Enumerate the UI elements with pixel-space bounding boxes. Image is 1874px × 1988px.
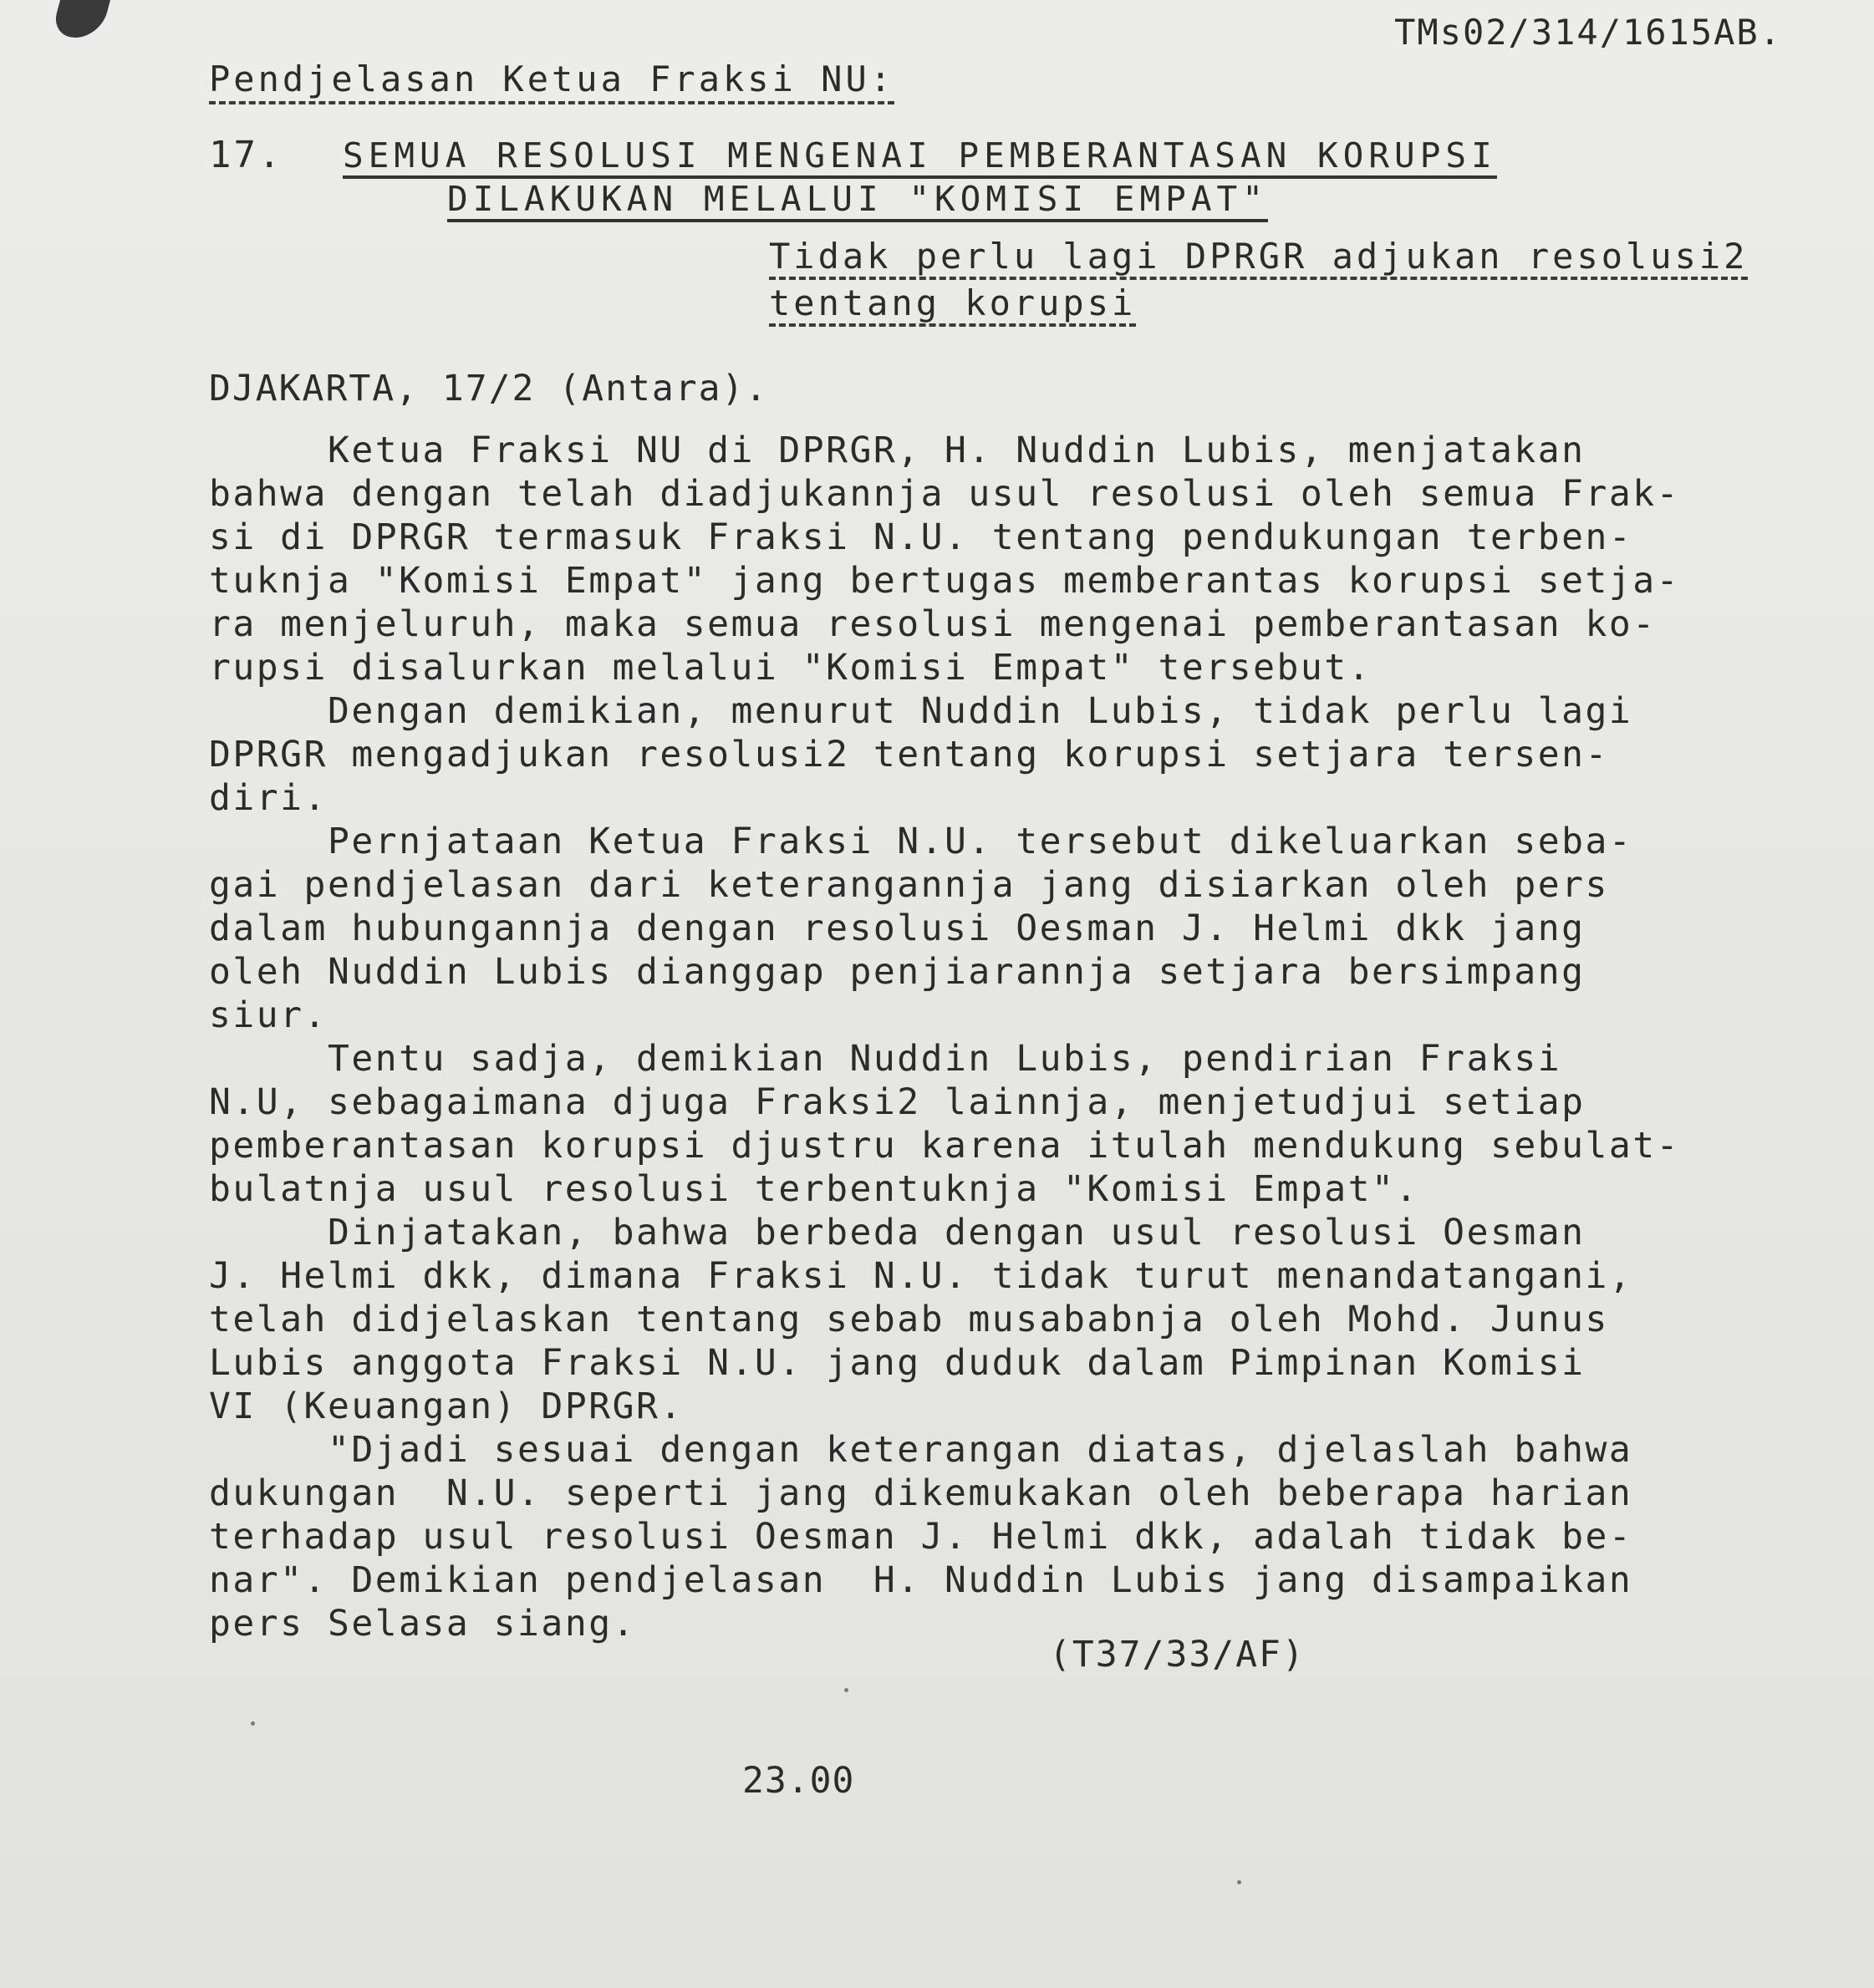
body-line: Tentu sadja, demikian Nuddin Lubis, pendirian Fraksi xyxy=(209,1038,1562,1080)
body-line: nar". Demikian pendjelasan H. Nuddin Lubis jang disampaikan xyxy=(209,1559,1633,1601)
body-line: VI (Keuangan) DPRGR. xyxy=(209,1385,684,1427)
body-line: telah didjelaskan tentang sebab musababnja oleh Mohd. Junus xyxy=(209,1299,1609,1340)
body-line: diri. xyxy=(209,777,328,819)
body-line: tuknja "Komisi Empat" jang bertugas memberantas korupsi setja- xyxy=(209,560,1681,602)
article-title-line-2: DILAKUKAN MELALUI "KOMISI EMPAT" xyxy=(447,179,1268,222)
signoff-code: (T37/33/AF) xyxy=(1049,1634,1306,1675)
body-line: "Djadi sesuai dengan keterangan diatas, djelaslah bahwa xyxy=(209,1429,1633,1471)
reference-code: TMs02/314/1615AB. xyxy=(1394,12,1782,53)
body-line: rupsi disalurkan melalui "Komisi Empat" tersebut. xyxy=(209,647,1372,689)
article-title-line-1: SEMUA RESOLUSI MENGENAI PEMBERANTASAN KORUPSI xyxy=(343,135,1497,179)
body-line: Dinjatakan, bahwa berbeda dengan usul resolusi Oesman xyxy=(209,1212,1586,1253)
article-body xyxy=(209,429,1797,1645)
body-line: DPRGR mengadjukan resolusi2 tentang korupsi setjara tersen- xyxy=(209,734,1609,775)
body-line: N.U, sebagaimana djuga Fraksi2 lainnja, menjetudjui setiap xyxy=(209,1081,1586,1123)
article-number: 17. xyxy=(209,134,283,176)
timestamp: 23.00 xyxy=(742,1760,855,1802)
body-line: dukungan N.U. seperti jang dikemukakan oleh beberapa harian xyxy=(209,1472,1633,1514)
section-heading: Pendjelasan Ketua Fraksi NU: xyxy=(209,58,894,104)
body-line: Dengan demikian, menurut Nuddin Lubis, tidak perlu lagi xyxy=(209,690,1633,732)
body-line: siur. xyxy=(209,994,328,1036)
body-line: gai pendjelasan dari keterangannja jang disiarkan oleh pers xyxy=(209,864,1609,906)
body-line: Lubis anggota Fraksi N.U. jang duduk dalam Pimpinan Komisi xyxy=(209,1342,1586,1384)
body-line: pers Selasa siang. xyxy=(209,1603,636,1645)
body-line: dalam hubungannja dengan resolusi Oesman J. Helmi dkk jang xyxy=(209,908,1586,949)
body-line: ra menjeluruh, maka semua resolusi mengenai pemberantasan ko- xyxy=(209,603,1657,645)
body-line: pemberantasan korupsi djustru karena itulah mendukung sebulat- xyxy=(209,1125,1681,1167)
body-line: Pernjataan Ketua Fraksi N.U. tersebut dikeluarkan seba- xyxy=(209,821,1633,862)
article-subtitle-line-1: Tidak perlu lagi DPRGR adjukan resolusi2 xyxy=(769,236,1748,280)
body-line: si di DPRGR termasuk Fraksi N.U. tentang pendukungan terben- xyxy=(209,516,1633,558)
body-line: bulatnja usul resolusi terbentuknja "Komisi Empat". xyxy=(209,1168,1419,1210)
body-line: oleh Nuddin Lubis dianggap penjiarannja setjara bersimpang xyxy=(209,951,1586,993)
body-line: bahwa dengan telah diadjukannja usul resolusi oleh semua Frak- xyxy=(209,473,1681,515)
paper-speck xyxy=(844,1688,848,1692)
paper-speck xyxy=(251,1721,255,1726)
dateline: DJAKARTA, 17/2 (Antara). xyxy=(209,368,769,409)
body-line: Ketua Fraksi NU di DPRGR, H. Nuddin Lubis, menjatakan xyxy=(209,430,1586,471)
paper-speck xyxy=(1237,1880,1241,1884)
article-subtitle-line-2: tentang korupsi xyxy=(769,282,1136,327)
body-line: terhadap usul resolusi Oesman J. Helmi dkk, adalah tidak be- xyxy=(209,1516,1633,1558)
body-line: J. Helmi dkk, dimana Fraksi N.U. tidak turut menandatangani, xyxy=(209,1255,1633,1297)
ink-blot-mark xyxy=(50,0,117,38)
